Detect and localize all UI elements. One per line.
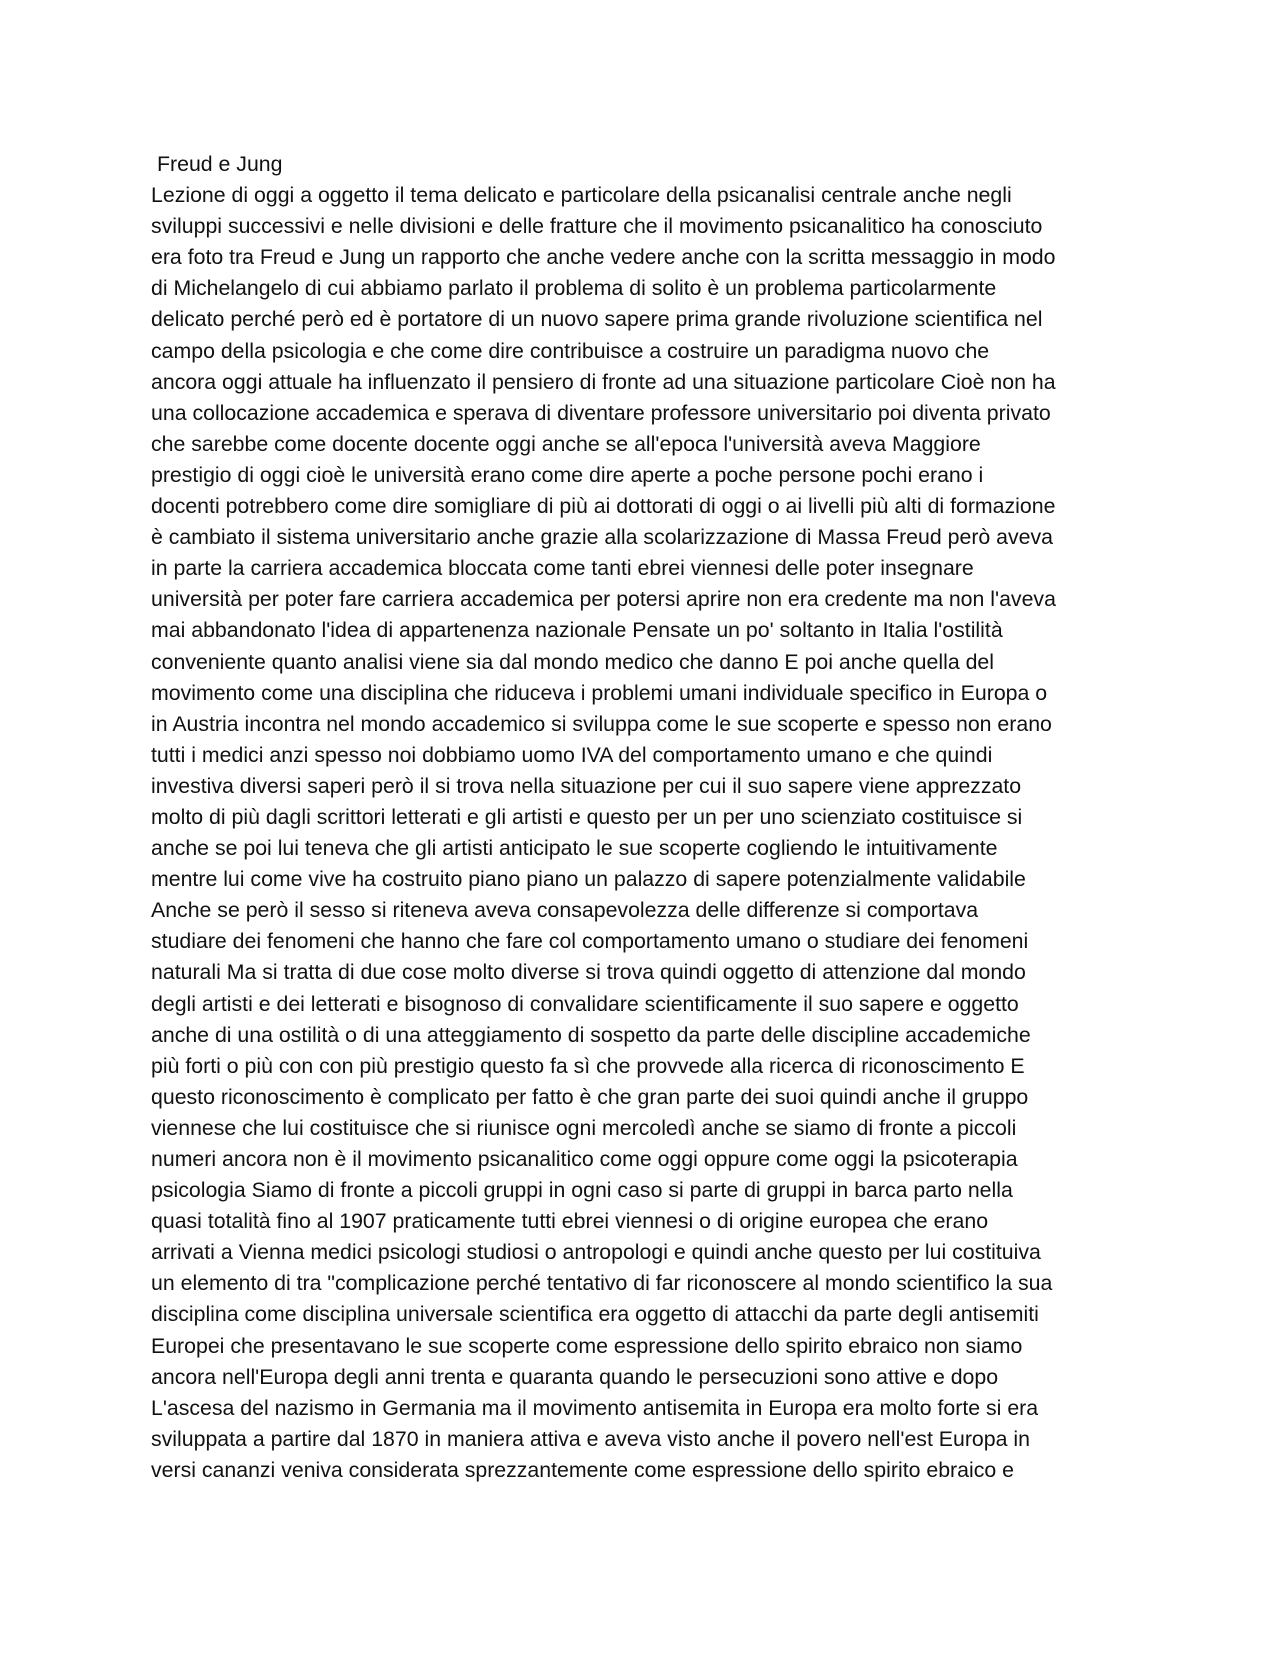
text-line: investiva diversi saperi però il si trova nella situazione per cui il suo sapere viene apprezzato [151, 773, 1022, 798]
text-line: tutti i medici anzi spesso noi dobbiamo uomo IVA del comportamento umano e che quindi [151, 742, 993, 767]
text-line: docenti potrebbero come dire somigliare di più ai dottorati di oggi o ai livelli più alti di formazione [151, 494, 1056, 519]
text-line: delicato perché però ed è portatore di un nuovo sapere prima grande rivoluzione scientifica nel [151, 307, 1043, 332]
text-line: Europei che presentavano le sue scoperte come espressione dello spirito ebraico non siamo [151, 1333, 1023, 1358]
text-line: studiare dei fenomeni che hanno che fare col comportamento umano o studiare dei fenomeni [151, 929, 1029, 954]
text-line: Anche se però il sesso si riteneva aveva consapevolezza delle differenze si comportava [151, 898, 979, 923]
text-line: questo riconoscimento è complicato per fatto è che gran parte dei suoi quindi anche il gruppo [151, 1084, 1029, 1109]
text-line: in Austria incontra nel mondo accademico si sviluppa come le sue scoperte e spesso non erano [151, 711, 1052, 736]
text-line: prestigio di oggi cioè le università erano come dire aperte a poche persone pochi erano i [151, 462, 984, 487]
text-line: ancora oggi attuale ha influenzato il pensiero di fronte ad una situazione particolare Cioè non ha [151, 369, 1056, 394]
text-line: naturali Ma si tratta di due cose molto diverse si trova quindi oggetto di attenzione dal mondo [151, 960, 1026, 985]
text-line: anche se poi lui teneva che gli artisti anticipato le sue scoperte cogliendo le intuitivamente [151, 836, 998, 861]
text-line: viennese che lui costituisce che si riunisce ogni mercoledì anche se siamo di fronte a piccoli [151, 1115, 1017, 1140]
text-line: degli artisti e dei letterati e bisognoso di convalidare scientificamente il suo sapere e oggetto [151, 991, 1019, 1016]
text-line: che sarebbe come docente docente oggi anche se all'epoca l'università aveva Maggiore [151, 431, 981, 456]
text-line: psicologia Siamo di fronte a piccoli gruppi in ogni caso si parte di gruppi in barca parto nella [151, 1178, 1013, 1203]
text-line: numeri ancora non è il movimento psicanalitico come oggi oppure come oggi la psicoterapia [151, 1147, 1018, 1171]
text-line: è cambiato il sistema universitario anche grazie alla scolarizzazione di Massa Freud però aveva [151, 525, 1053, 550]
text-line: un elemento di tra "complicazione perché tentativo di far riconoscere al mondo scientifico la sua [151, 1271, 1053, 1296]
text-line: disciplina come disciplina universale scientifica era oggetto di attacchi da parte degli antisemiti [151, 1302, 1039, 1327]
text-line: Lezione di oggi a oggetto il tema delicato e particolare della psicanalisi centrale anche negli [151, 183, 1012, 208]
document-title: Freud e Jung [157, 152, 283, 176]
text-line: campo della psicologia e che come dire contribuisce a costruire un paradigma nuovo che [151, 338, 990, 363]
text-line: sviluppi successivi e nelle divisioni e delle fratture che il movimento psicanalitico ha conosciuto [151, 214, 1043, 239]
text-line: era foto tra Freud e Jung un rapporto che anche vedere anche con la scritta messaggio in modo [151, 245, 1056, 270]
text-line: università per poter fare carriera accademica per potersi aprire non era credente ma non l'aveva [151, 587, 1056, 612]
text-line: sviluppata a partire dal 1870 in maniera attiva e aveva visto anche il povero nell'est Europa in [151, 1426, 1030, 1451]
text-line: anche di una ostilità o di una atteggiamento di sospetto da parte delle discipline accademiche [151, 1022, 1031, 1047]
text-line: movimento come una disciplina che riduceva i problemi umani individuale specifico in Europa o [151, 680, 1048, 705]
text-line: mai abbandonato l'idea di appartenenza nazionale Pensate un po' soltanto in Italia l'ostilità [151, 618, 1003, 643]
text-line: una collocazione accademica e sperava di diventare professore universitario poi diventa privato [151, 400, 1051, 425]
text-line: arrivati a Vienna medici psicologi studiosi o antropologi e quindi anche questo per lui costituiva [151, 1240, 1041, 1265]
text-line: in parte la carriera accademica bloccata come tanti ebrei viennesi delle poter insegnare [151, 556, 974, 581]
text-line: ancora nell'Europa degli anni trenta e quaranta quando le persecuzioni sono attive e dopo [151, 1364, 999, 1389]
text-line: quasi totalità fino al 1907 praticamente tutti ebrei viennesi o di origine europea che erano [151, 1209, 989, 1234]
text-line: conveniente quanto analisi viene sia dal mondo medico che danno E poi anche quella del [151, 649, 995, 674]
text-line: versi cananzi veniva considerata sprezzantemente come espressione dello spirito ebraico e [151, 1457, 1014, 1482]
document-body [151, 149, 1151, 1486]
text-line: molto di più dagli scrittori letterati e gli artisti e questo per un per uno scienziato costituisce si [151, 804, 1023, 829]
text-line: mentre lui come vive ha costruito piano piano un palazzo di sapere potenzialmente validabile [151, 867, 1026, 892]
text-line: L'ascesa del nazismo in Germania ma il movimento antisemita in Europa era molto forte si era [151, 1395, 1039, 1420]
text-line: più forti o più con con più prestigio questo fa sì che provvede alla ricerca di riconoscimento E [151, 1053, 1025, 1078]
text-line: di Michelangelo di cui abbiamo parlato il problema di solito è un problema particolarmente [151, 276, 997, 301]
